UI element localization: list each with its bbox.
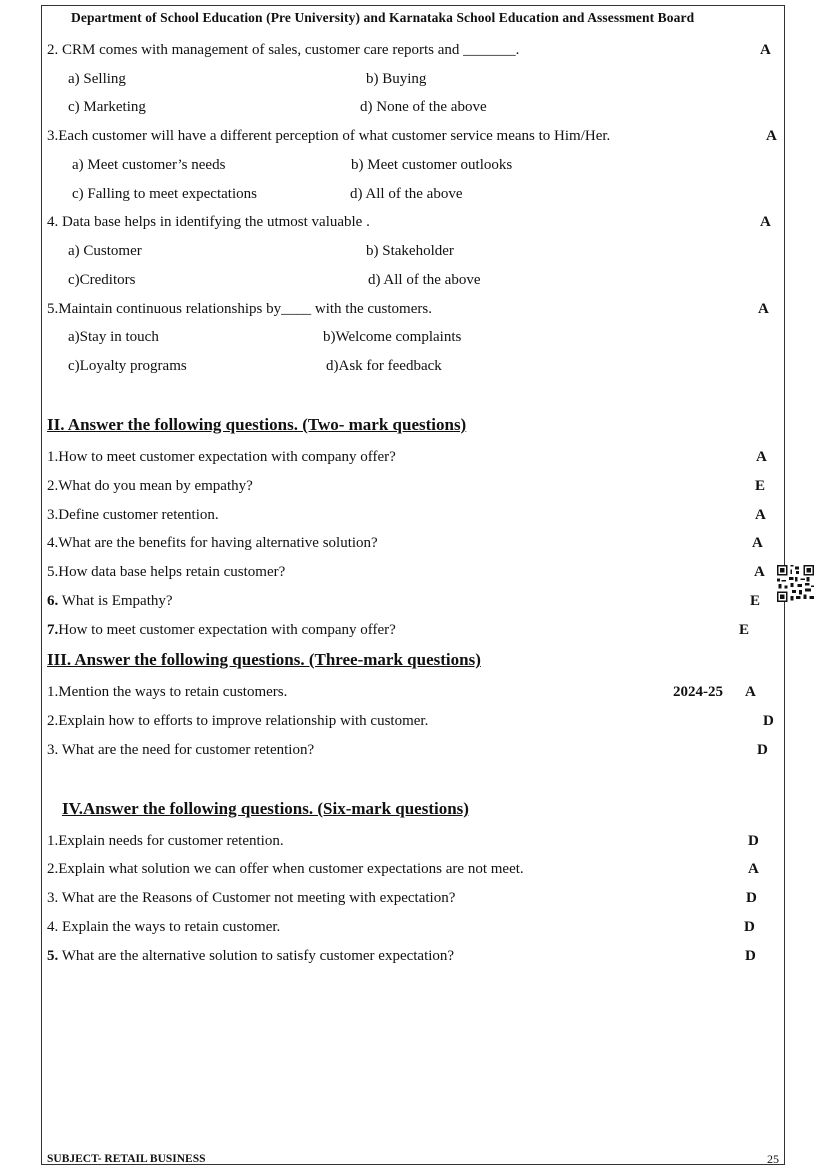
mcq-question: 5.Maintain continuous relationships by____ with the customers.	[47, 301, 432, 317]
answer-key: E	[755, 478, 766, 494]
mcq-option: b) Stakeholder	[366, 243, 454, 259]
mcq-option: b)Welcome complaints	[323, 329, 462, 345]
answer-key: A	[760, 214, 771, 230]
answer-key: A	[755, 507, 766, 523]
answer-key: D	[745, 948, 756, 964]
section-title: III. Answer the following questions. (Three-mark questions)	[47, 650, 481, 669]
mcq-question: 2. CRM comes with management of sales, customer care reports and _______.	[47, 42, 520, 58]
page-number: 25	[767, 1152, 779, 1166]
mcq-question: 3.Each customer will have a different perception of what customer service means to Him/Her.	[47, 128, 611, 144]
page-frame	[41, 5, 785, 1165]
mcq-option: c) Marketing	[68, 99, 146, 115]
question: 2.What do you mean by empathy?	[47, 478, 253, 494]
mcq-option: a) Customer	[68, 243, 142, 259]
answer-key: A	[760, 42, 771, 58]
question: 4. Explain the ways to retain customer.	[47, 919, 281, 935]
question: 6. What is Empathy?	[47, 593, 173, 609]
answer-key: A	[766, 128, 777, 144]
question: 1.Mention the ways to retain customers.	[47, 684, 288, 700]
mcq-option: c) Falling to meet expectations	[72, 186, 257, 202]
mcq-option: d)Ask for feedback	[326, 358, 442, 374]
year-label: 2024-25	[673, 684, 723, 700]
question: 1.How to meet customer expectation with company offer?	[47, 449, 396, 465]
mcq-question: 4. Data base helps in identifying the utmost valuable .	[47, 214, 370, 230]
question: 4.What are the benefits for having alternative solution?	[47, 535, 378, 551]
answer-key: D	[763, 713, 774, 729]
answer-key: D	[757, 742, 768, 758]
mcq-option: d) All of the above	[368, 272, 481, 288]
mcq-option: a)Stay in touch	[68, 329, 159, 345]
answer-key: E	[750, 593, 761, 609]
answer-key: A	[754, 564, 765, 580]
question: 3. What are the Reasons of Customer not meeting with expectation?	[47, 890, 456, 906]
answer-key: A	[745, 684, 756, 700]
footer-subject: SUBJECT- RETAIL BUSINESS	[47, 1153, 206, 1165]
mcq-option: c)Loyalty programs	[68, 358, 187, 374]
question: 2.Explain how to efforts to improve relationship with customer.	[47, 713, 429, 729]
question: 3. What are the need for customer retention?	[47, 742, 315, 758]
answer-key: A	[748, 861, 759, 877]
section-title: II. Answer the following questions. (Two- mark questions)	[47, 415, 467, 434]
question: 5.How data base helps retain customer?	[47, 564, 286, 580]
mcq-option: d) All of the above	[350, 186, 463, 202]
answer-key: D	[744, 919, 755, 935]
question: 1.Explain needs for customer retention.	[47, 833, 284, 849]
mcq-option: b) Meet customer outlooks	[351, 157, 513, 173]
answer-key: E	[739, 622, 750, 638]
question: 7.How to meet customer expectation with company offer?	[47, 622, 396, 638]
qr-code-icon	[777, 565, 814, 602]
mcq-option: a) Selling	[68, 71, 126, 87]
answer-key: A	[756, 449, 767, 465]
question: 2.Explain what solution we can offer when customer expectations are not meet.	[47, 861, 524, 877]
mcq-option: b) Buying	[366, 71, 427, 87]
question: 3.Define customer retention.	[47, 507, 219, 523]
page-header: Department of School Education (Pre University) and Karnataka School Education and Assessment Board	[71, 10, 695, 25]
answer-key: A	[758, 301, 769, 317]
answer-key: D	[748, 833, 759, 849]
answer-key: D	[746, 890, 757, 906]
answer-key: A	[752, 535, 763, 551]
mcq-option: c)Creditors	[68, 272, 136, 288]
mcq-option: d) None of the above	[360, 99, 487, 115]
question: 5. What are the alternative solution to satisfy customer expectation?	[47, 948, 455, 964]
mcq-option: a) Meet customer’s needs	[72, 157, 226, 173]
section-title: IV.Answer the following questions. (Six-mark questions)	[62, 799, 469, 818]
